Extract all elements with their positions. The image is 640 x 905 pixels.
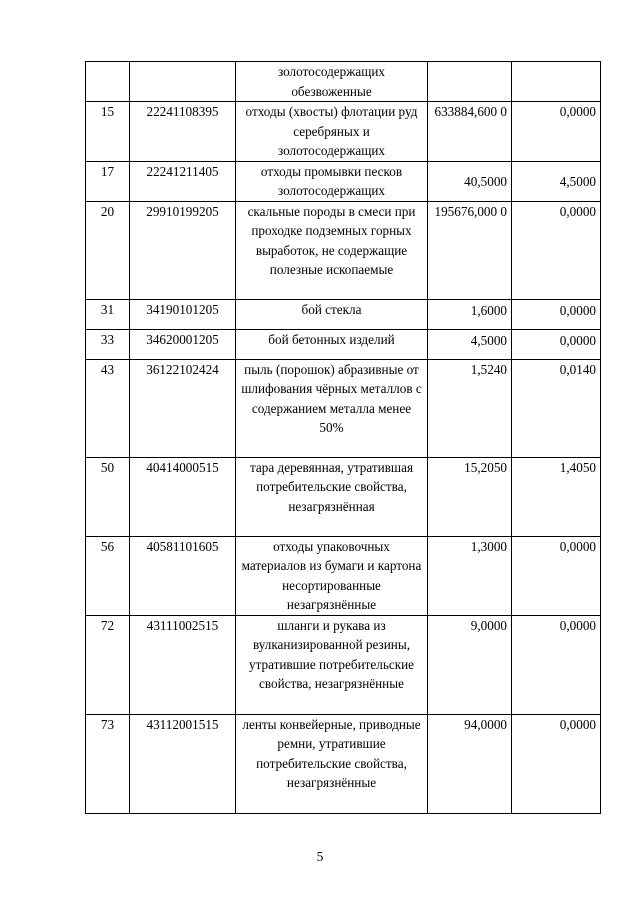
waste-name: бой стекла bbox=[236, 299, 428, 329]
row-number: 31 bbox=[86, 299, 130, 329]
waste-name: бой бетонных изделий bbox=[236, 329, 428, 359]
waste-name: золотосодержащих обезвоженные bbox=[236, 62, 428, 102]
quantity-generated: 633884,600 0 bbox=[428, 102, 512, 162]
quantity-remaining bbox=[512, 62, 601, 102]
waste-name: тара деревянная, утратившая потребительские свойства, незагрязнённая bbox=[236, 457, 428, 536]
row-number: 72 bbox=[86, 615, 130, 714]
quantity-remaining: 0,0000 bbox=[512, 329, 601, 359]
waste-name: отходы промывки песков золотосодержащих bbox=[236, 161, 428, 201]
waste-name: шланги и рукава из вулканизированной резины, утратившие потребительские свойства, незагрязнённые bbox=[236, 615, 428, 714]
quantity-generated: 9,0000 bbox=[428, 615, 512, 714]
row-number: 50 bbox=[86, 457, 130, 536]
row-number: 15 bbox=[86, 102, 130, 162]
table-row bbox=[86, 615, 601, 714]
waste-code: 36122102424 bbox=[130, 359, 236, 457]
waste-code: 43112001515 bbox=[130, 714, 236, 813]
table-row bbox=[86, 329, 601, 359]
quantity-remaining: 0,0000 bbox=[512, 299, 601, 329]
quantity-generated: 1,6000 bbox=[428, 299, 512, 329]
table-row bbox=[86, 714, 601, 813]
waste-code bbox=[130, 62, 236, 102]
table-row bbox=[86, 102, 601, 162]
row-number: 20 bbox=[86, 201, 130, 299]
table-row bbox=[86, 62, 601, 102]
waste-code: 22241108395 bbox=[130, 102, 236, 162]
waste-code: 34190101205 bbox=[130, 299, 236, 329]
quantity-generated: 94,0000 bbox=[428, 714, 512, 813]
quantity-remaining: 0,0000 bbox=[512, 201, 601, 299]
quantity-remaining: 4,5000 bbox=[512, 161, 601, 201]
waste-code: 22241211405 bbox=[130, 161, 236, 201]
waste-table bbox=[85, 61, 601, 814]
row-number: 73 bbox=[86, 714, 130, 813]
table-row bbox=[86, 359, 601, 457]
waste-name: отходы (хвосты) флотации руд серебряных и золотосодержащих bbox=[236, 102, 428, 162]
quantity-generated: 1,5240 bbox=[428, 359, 512, 457]
quantity-remaining: 0,0000 bbox=[512, 536, 601, 615]
waste-name: отходы упаковочных материалов из бумаги и картона несортированные незагрязнённые bbox=[236, 536, 428, 615]
waste-code: 40414000515 bbox=[130, 457, 236, 536]
page-number: 5 bbox=[316, 849, 324, 864]
row-number: 33 bbox=[86, 329, 130, 359]
quantity-remaining: 0,0000 bbox=[512, 102, 601, 162]
table-row bbox=[86, 299, 601, 329]
table-row bbox=[86, 161, 601, 201]
quantity-generated: 1,3000 bbox=[428, 536, 512, 615]
table-row bbox=[86, 457, 601, 536]
quantity-generated: 195676,000 0 bbox=[428, 201, 512, 299]
row-number bbox=[86, 62, 130, 102]
waste-code: 40581101605 bbox=[130, 536, 236, 615]
row-number: 56 bbox=[86, 536, 130, 615]
waste-name: ленты конвейерные, приводные ремни, утратившие потребительские свойства, незагрязнённые bbox=[236, 714, 428, 813]
quantity-generated: 15,2050 bbox=[428, 457, 512, 536]
table-row bbox=[86, 201, 601, 299]
waste-table-body bbox=[86, 62, 601, 814]
quantity-remaining: 0,0140 bbox=[512, 359, 601, 457]
table-row bbox=[86, 536, 601, 615]
quantity-remaining: 1,4050 bbox=[512, 457, 601, 536]
quantity-remaining: 0,0000 bbox=[512, 615, 601, 714]
waste-code: 29910199205 bbox=[130, 201, 236, 299]
row-number: 17 bbox=[86, 161, 130, 201]
quantity-generated bbox=[428, 62, 512, 102]
waste-name: пыль (порошок) абразивные от шлифования чёрных металлов с содержанием металла менее 50% bbox=[236, 359, 428, 457]
waste-name: скальные породы в смеси при проходке подземных горных выработок, не содержащие полезные ископаемые bbox=[236, 201, 428, 299]
quantity-remaining: 0,0000 bbox=[512, 714, 601, 813]
quantity-generated: 40,5000 bbox=[428, 161, 512, 201]
waste-code: 34620001205 bbox=[130, 329, 236, 359]
quantity-generated: 4,5000 bbox=[428, 329, 512, 359]
row-number: 43 bbox=[86, 359, 130, 457]
waste-code: 43111002515 bbox=[130, 615, 236, 714]
